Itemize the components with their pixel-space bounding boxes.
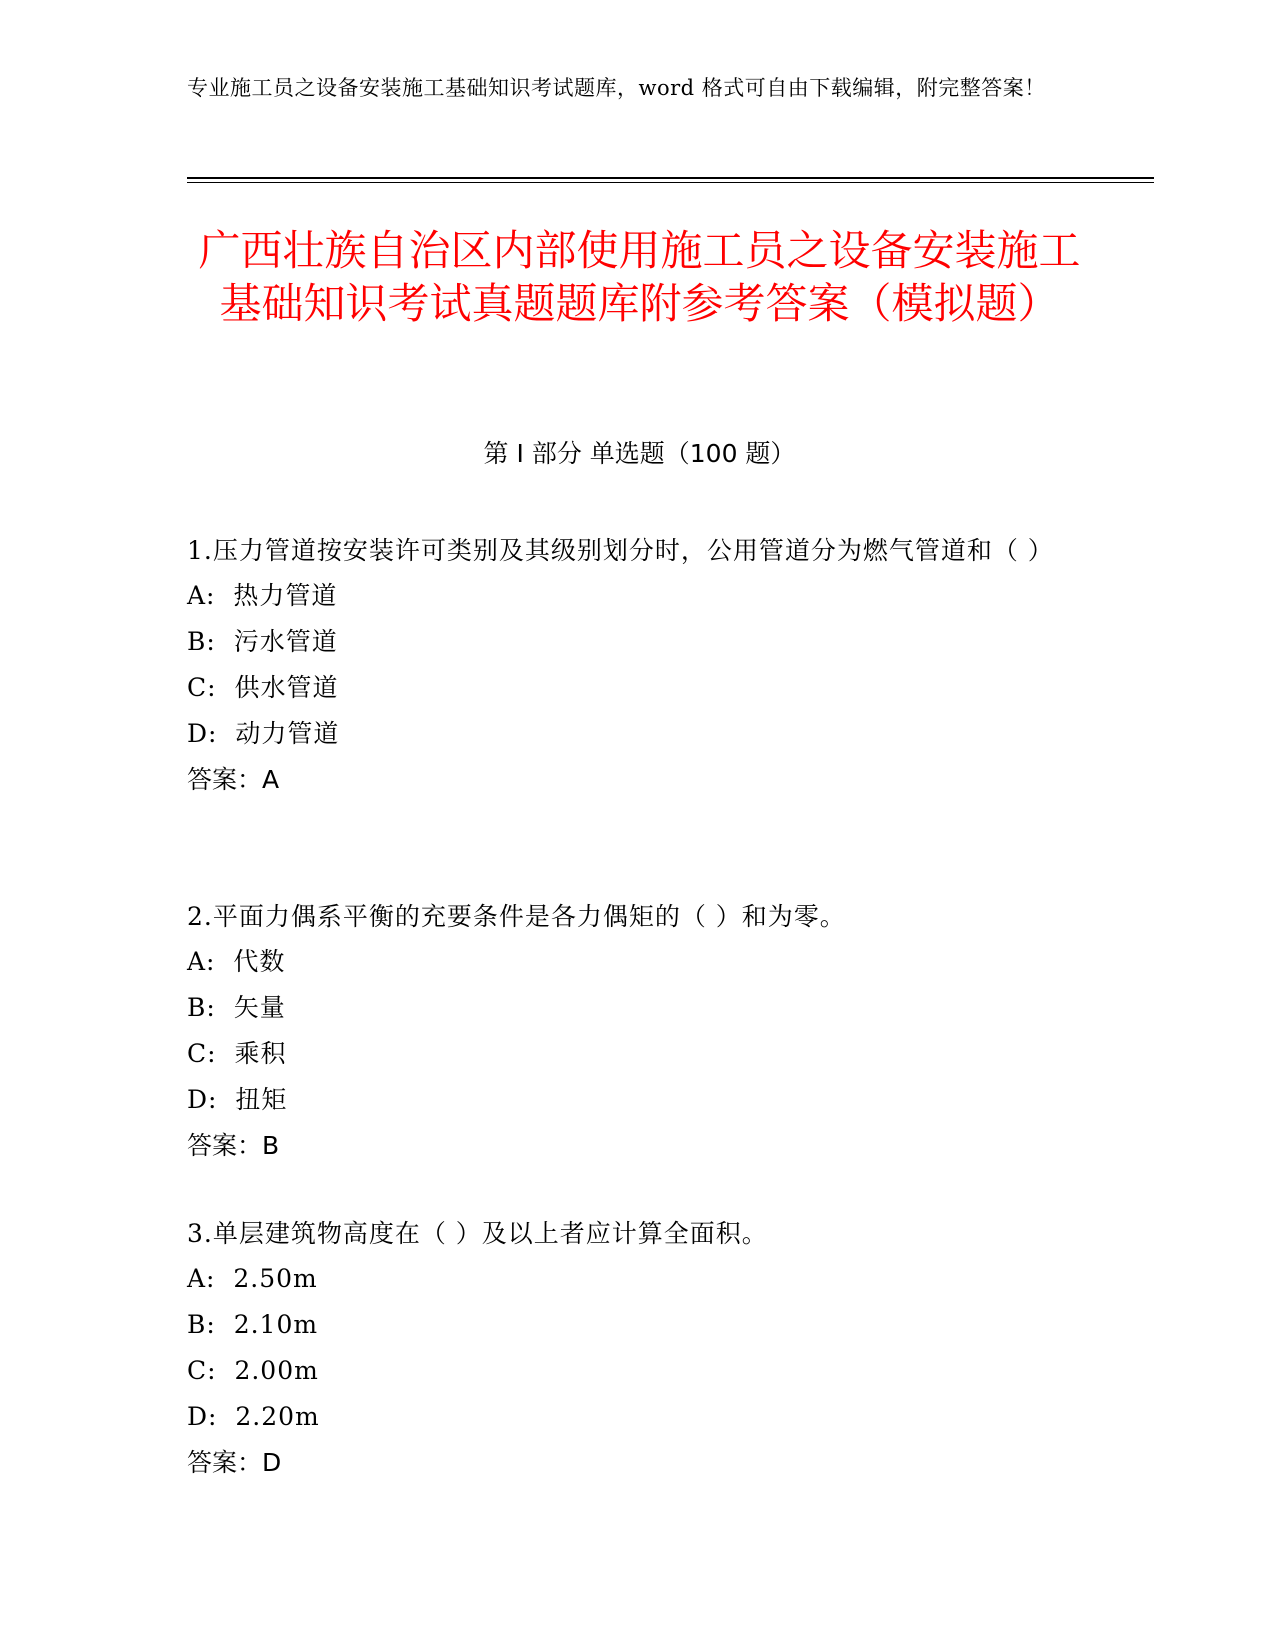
section-heading: 第 I 部分 单选题（100 题）	[483, 439, 796, 468]
option-b: B: 矢量	[187, 993, 286, 1022]
option-a: A: 2.50m	[187, 1264, 318, 1293]
option-a: A: 代数	[187, 947, 286, 976]
question-2	[187, 894, 1077, 1169]
option-d: D: 扭矩	[187, 1085, 288, 1114]
question-1	[187, 528, 1077, 803]
answer-line: 答案：D	[187, 1448, 282, 1477]
answer-line: 答案：A	[187, 765, 280, 794]
question-stem: 3.单层建筑物高度在（ ）及以上者应计算全面积。	[187, 1219, 768, 1248]
question-stem: 2.平面力偶系平衡的充要条件是各力偶矩的（ ）和为零。	[187, 902, 846, 931]
option-c: C: 供水管道	[187, 673, 339, 702]
document-title: 广西壮族自治区内部使用施工员之设备安装施工基础知识考试真题题库附参考答案（模拟题）	[198, 226, 1081, 328]
header-note: 专业施工员之设备安装施工基础知识考试题库，word 格式可自由下载编辑，附完整答案！	[187, 76, 1046, 100]
header-divider-thick	[187, 177, 1154, 179]
option-d: D: 动力管道	[187, 719, 340, 748]
option-c: C: 2.00m	[187, 1356, 319, 1385]
option-b: B: 污水管道	[187, 627, 338, 656]
option-b: B: 2.10m	[187, 1310, 319, 1339]
question-3	[187, 1211, 1077, 1486]
question-stem: 1.压力管道按安装许可类别及其级别划分时，公用管道分为燃气管道和（ ）	[187, 536, 1054, 565]
answer-line: 答案：B	[187, 1131, 280, 1160]
option-c: C: 乘积	[187, 1039, 287, 1068]
option-a: A: 热力管道	[187, 581, 338, 610]
header-divider-thin	[187, 182, 1154, 183]
option-d: D: 2.20m	[187, 1402, 320, 1431]
